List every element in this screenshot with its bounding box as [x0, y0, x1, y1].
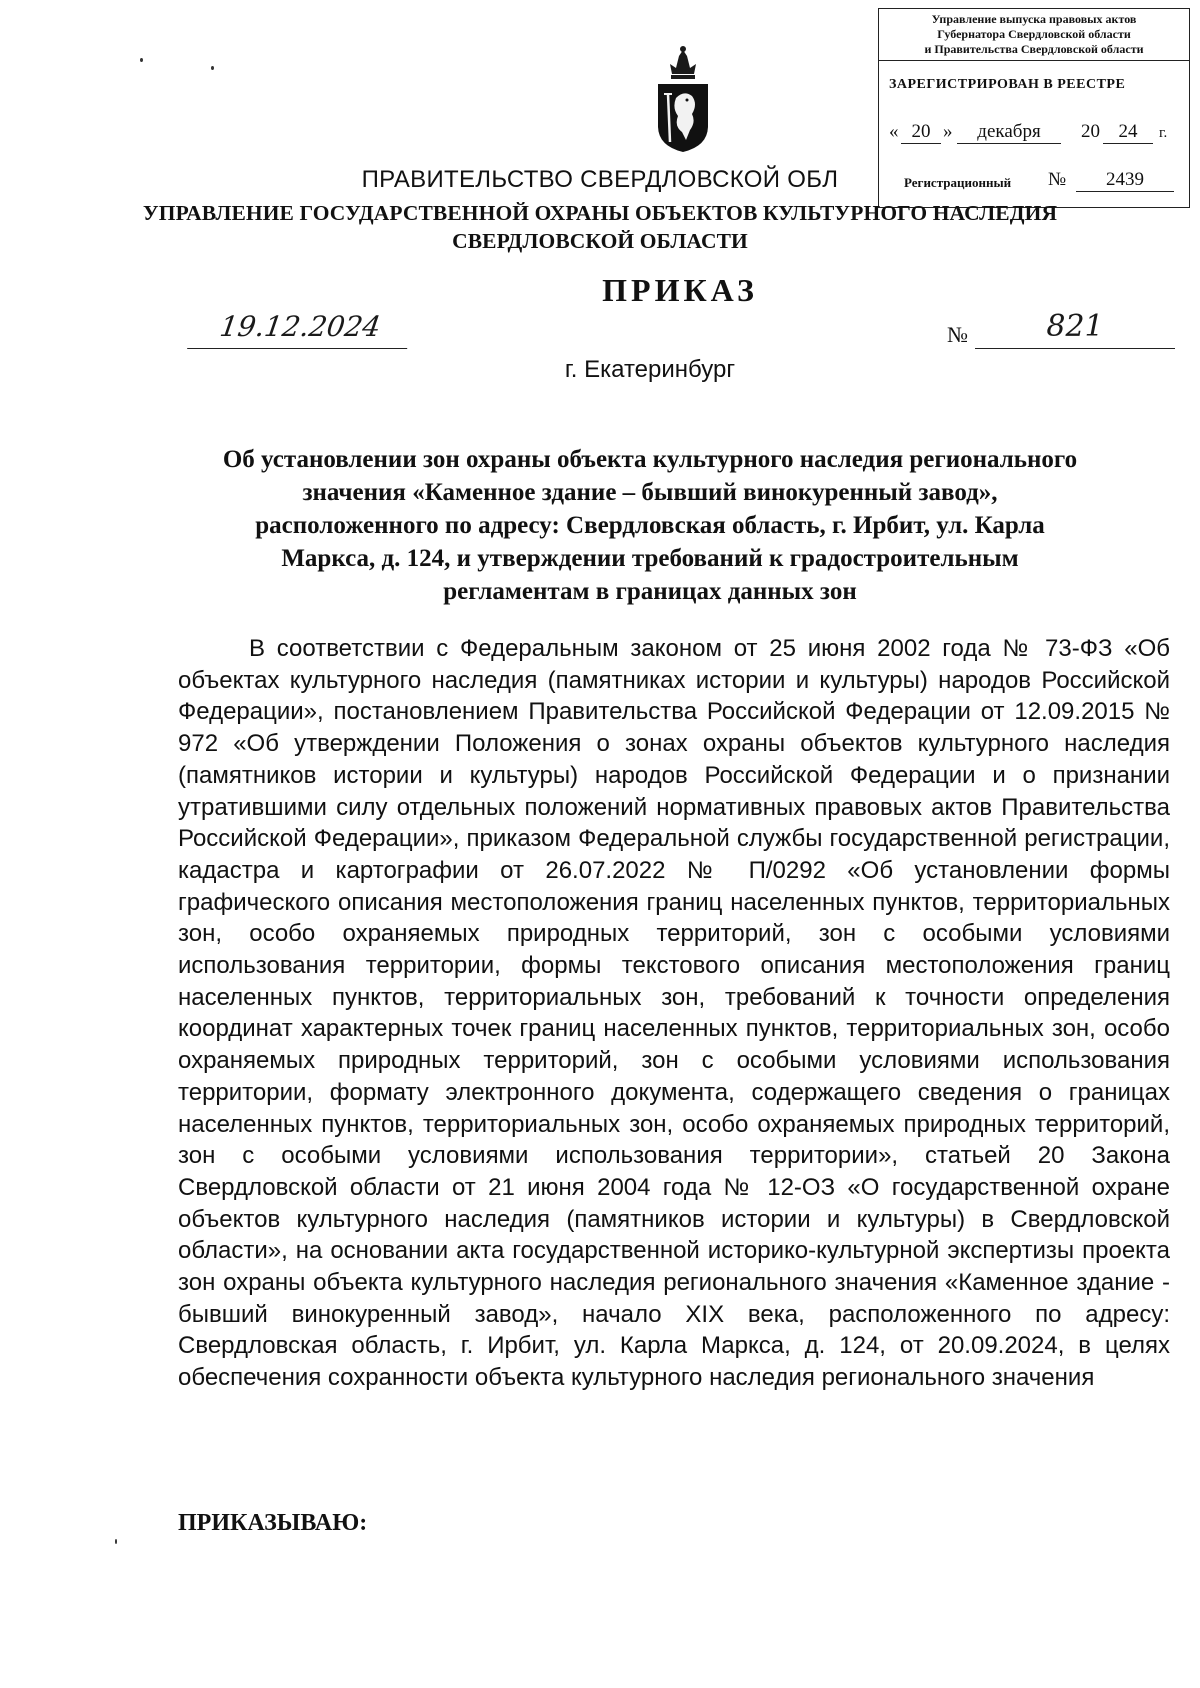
- stamp-date-day: 20: [901, 121, 941, 144]
- title-line: Об установлении зон охраны объекта культурного наследия регионального: [222, 446, 1078, 473]
- title-line: Маркса, д. 124, и утверждении требований к градостроительным: [281, 545, 1019, 572]
- handwritten-date: 19.12.2024: [187, 308, 413, 349]
- stamp-date-open-quote: «: [889, 121, 899, 142]
- scan-speck: [140, 58, 143, 62]
- number-sign: №: [947, 322, 968, 347]
- stamp-date-year-prefix: 20: [1081, 121, 1100, 142]
- city: г. Екатеринбург: [564, 356, 736, 383]
- stamp-registered-label: ЗАРЕГИСТРИРОВАН В РЕЕСТРЕ: [889, 77, 1126, 92]
- stamp-date-year-g: г.: [1159, 125, 1168, 141]
- handwritten-number: 821: [975, 308, 1175, 349]
- department-name-line2: СВЕРДЛОВСКОЙ ОБЛАСТИ: [452, 229, 748, 253]
- document-type: ПРИКАЗ: [602, 272, 758, 308]
- government-name: ПРАВИТЕЛЬСТВО СВЕРДЛОВСКОЙ ОБЛ: [361, 166, 839, 193]
- order-word: ПРИКАЗЫВАЮ:: [178, 1510, 368, 1536]
- stamp-date-year-suffix: 24: [1103, 121, 1153, 144]
- stamp-reg-value: 2439: [1076, 169, 1174, 192]
- stamp-header-line: Губернатора Свердловской области: [937, 27, 1131, 41]
- stamp-header-line: Управление выпуска правовых актов: [931, 12, 1137, 26]
- stamp-date: [889, 121, 1185, 147]
- stamp-date-close-quote: »: [943, 121, 953, 142]
- title-line: значения «Каменное здание – бывший винокуренный завод»,: [302, 479, 998, 506]
- preamble-paragraph: В соответствии с Федеральным законом от 25 июня 2002 года № 73-ФЗ «Об объектах культурного наследия (памятниках истории и культуры) народов Российской Федерации», постановлением Правительства Российской Федерации от 12.09.2015 № 972 «Об утверждении Положения о зонах охраны объектов культурного наследия (памятников истории и культуры) народов Российской Федерации и о признании утратившими силу отдельных положений нормативных правовых актов Правительства Российской Федерации», приказом Федеральной службы государственной регистрации, кадастра и картографии от 26.07.2022 № П/0292 «Об установлении формы графического описания местоположения границ населенных пунктов, территориальных зон, особо охраняемых природных территорий, зон с особыми условиями использования территории, формы текстового описания местоположения границ населенных пунктов, территориальных зон, требований к точности определения координат характерных точек границ населенных пунктов, территориальных зон, особо охраняемых природных территорий, зон с особыми условиями использования территории, формату электронного документа, содержащего сведения о границах населенных пунктов, территориальных зон, особо охраняемых природных территорий, зон с особыми условиями использования территории», статьей 20 Закона Свердловской области от 21 июня 2004 года № 12-ОЗ «О государственной охране объектов культурного наследия (памятников истории и культуры) в Свердловской области», на основании акта государственной историко-культурной экспертизы проекта зон охраны объекта культурного наследия регионального значения «Каменное здание - бывший винокуренный завод», начало XIX века, расположенного по адресу: Свердловская область, г. Ирбит, ул. Карла Маркса, д. 124, от 20.09.2024, в целях обеспечения сохранности объекта культурного наследия регионального значения: [178, 635, 1170, 1392]
- sverdlovsk-coat-of-arms-icon: [654, 44, 712, 154]
- stamp-header: [879, 9, 1189, 61]
- stamp-header-line: и Правительства Свердловской области: [924, 42, 1144, 56]
- title-line: регламентам в границах данных зон: [443, 578, 857, 605]
- department-name-line1: УПРАВЛЕНИЕ ГОСУДАРСТВЕННОЙ ОХРАНЫ ОБЪЕКТОВ КУЛЬТУРНОГО НАСЛЕДИЯ: [142, 201, 1058, 225]
- scan-speck: [115, 1539, 117, 1544]
- stamp-reg-label: Регистрационный: [904, 175, 1012, 190]
- stamp-reg-no-sign: №: [1048, 169, 1067, 190]
- stamp-date-month: декабря: [957, 121, 1061, 144]
- title-line: расположенного по адресу: Свердловская область, г. Ирбит, ул. Карла: [255, 512, 1045, 539]
- document-title: [120, 443, 1180, 608]
- scan-speck: [211, 66, 214, 70]
